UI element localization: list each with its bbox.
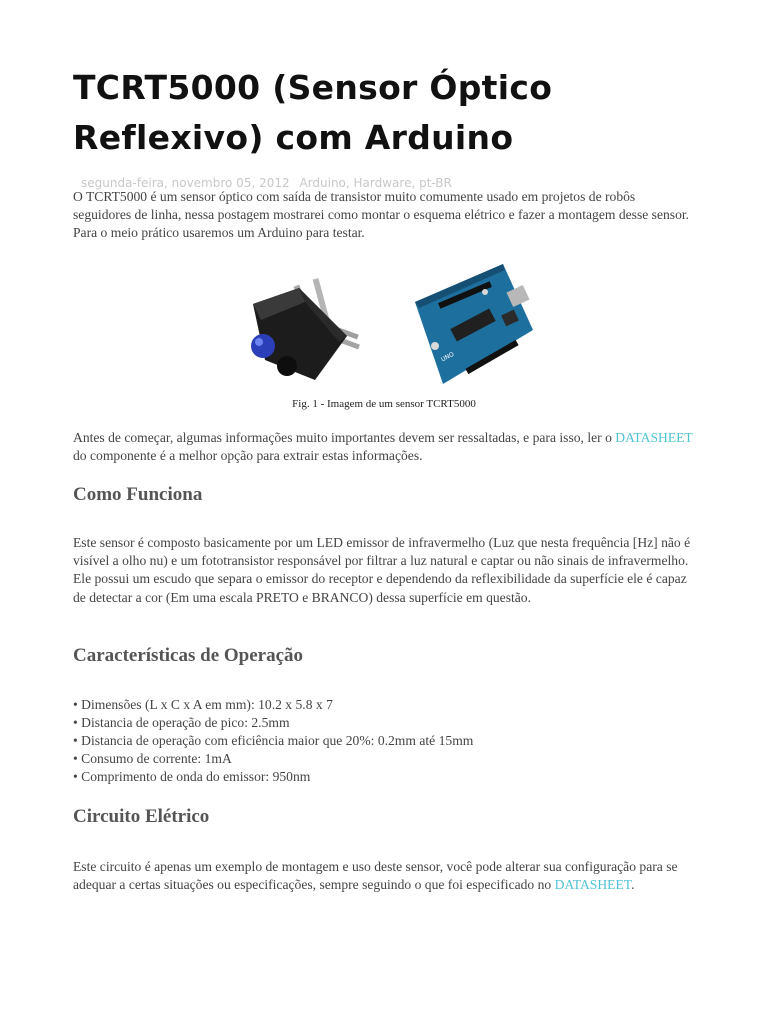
tcrt5000-sensor-image xyxy=(251,278,360,380)
figure-illustration xyxy=(235,262,535,392)
circuit-text-2: . xyxy=(631,877,635,893)
before-paragraph xyxy=(73,429,695,465)
arduino-label: UNO xyxy=(440,350,456,364)
post-title-line2: Reflexivo) com Arduino xyxy=(73,118,514,157)
sensor-and-arduino-image xyxy=(235,262,535,392)
list-item: • Consumo de corrente: 1mA xyxy=(73,751,232,767)
figure-caption: Fig. 1 - Imagem de um sensor TCRT5000 xyxy=(292,398,476,410)
post-title xyxy=(73,63,713,163)
circuit-paragraph xyxy=(73,858,695,894)
circuit-text-1: Este circuito é apenas um exemplo de montagem e uso deste sensor, você pode alterar sua configuração para se adequar a certas situações ou especificações, sempre seguindo o que foi especificado no xyxy=(73,859,678,893)
list-item: • Distancia de operação com eficiência maior que 20%: 0.2mm até 15mm xyxy=(73,733,474,749)
before-text-2: do componente é a melhor opção para extrair estas informações. xyxy=(73,448,423,464)
list-item: • Comprimento de onda do emissor: 950nm xyxy=(73,769,311,785)
heading-como-funciona: Como Funciona xyxy=(73,484,203,505)
before-text-1: Antes de começar, algumas informações muito importantes devem ser ressaltadas, e para isso, ler o xyxy=(73,430,616,445)
arduino-uno-image xyxy=(415,264,533,384)
intro-paragraph: O TCRT5000 é um sensor óptico com saída de transistor muito comumente usado em projetos de robôs seguidores de linha, nessa postagem mostrarei como montar o esquema elétrico e fazer a montagem desse sensor. Para o meio prático usaremos um Arduino para testar. xyxy=(73,189,690,241)
list-item: • Distancia de operação de pico: 2.5mm xyxy=(73,715,290,731)
features-list xyxy=(73,696,473,786)
datasheet-link[interactable]: DATASHEET xyxy=(615,430,693,445)
list-item: • Dimensões (L x C x A em mm): 10.2 x 5.8 x 7 xyxy=(73,697,333,712)
post-labels[interactable]: Arduino, Hardware, pt-BR xyxy=(299,176,452,190)
heading-caracteristicas: Características de Operação xyxy=(73,645,304,666)
post-date: segunda-feira, novembro 05, 2012 xyxy=(81,176,290,190)
post-title-line1: TCRT5000 (Sensor Óptico xyxy=(73,68,553,107)
how-paragraph: Este sensor é composto basicamente por um LED emissor de infravermelho (Luz que nesta frequência [Hz] não é visível a olho nu) e um fototransistor responsável por filtrar a luz natural e captar ou não sinais de infravermelho. Ele possui um escudo que separa o emissor do receptor e dependendo da reflexibilidade da superfície ele é capaz de detectar a cor (Em uma escala PRETO e BRANCO) dessa superfície em questão. xyxy=(73,535,691,605)
heading-circuito-eletrico: Circuito Elétrico xyxy=(73,806,210,827)
datasheet-link-2[interactable]: DATASHEET xyxy=(554,877,632,893)
